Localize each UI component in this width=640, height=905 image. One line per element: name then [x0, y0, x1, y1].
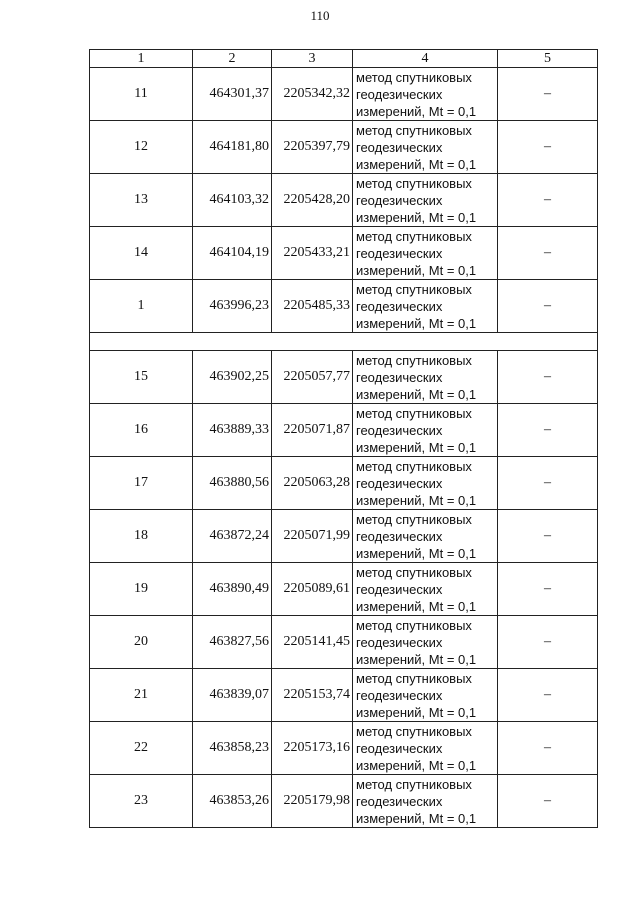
accuracy-cell: –	[498, 174, 598, 227]
method-text-line: геодезических	[356, 192, 443, 208]
method-text-line: измерений, Mt = 0,1	[356, 209, 477, 225]
accuracy-cell: –	[498, 722, 598, 775]
y-coordinate-cell: 2205089,61	[272, 563, 353, 616]
method-text-line: измерений, Mt = 0,1	[356, 651, 477, 667]
table-row	[90, 616, 598, 669]
x-coordinate-cell: 463858,23	[193, 722, 272, 775]
table-row	[90, 722, 598, 775]
method-text-line: метод спутниковых	[356, 405, 472, 421]
accuracy-cell: –	[498, 775, 598, 828]
table-row	[90, 457, 598, 510]
y-coordinate-cell: 2205071,87	[272, 404, 353, 457]
accuracy-cell: –	[498, 121, 598, 174]
x-coordinate-cell: 463872,24	[193, 510, 272, 563]
table-row	[90, 227, 598, 280]
table-row	[90, 68, 598, 121]
x-coordinate-cell: 464181,80	[193, 121, 272, 174]
accuracy-cell: –	[498, 457, 598, 510]
method-text-line: измерений, Mt = 0,1	[356, 704, 477, 720]
point-number-cell: 11	[90, 68, 193, 121]
column-header: 3	[272, 50, 353, 68]
method-cell	[353, 404, 498, 457]
point-number-cell: 13	[90, 174, 193, 227]
point-number-cell: 14	[90, 227, 193, 280]
method-text-line: измерений, Mt = 0,1	[356, 598, 477, 614]
point-number-cell: 20	[90, 616, 193, 669]
point-number-cell: 19	[90, 563, 193, 616]
separator-cell	[90, 333, 598, 351]
point-number-cell: 22	[90, 722, 193, 775]
method-cell	[353, 457, 498, 510]
y-coordinate-cell: 2205342,32	[272, 68, 353, 121]
y-coordinate-cell: 2205141,45	[272, 616, 353, 669]
method-text-line: метод спутниковых	[356, 723, 472, 739]
accuracy-cell: –	[498, 510, 598, 563]
method-text-line: измерений, Mt = 0,1	[356, 156, 477, 172]
accuracy-cell: –	[498, 227, 598, 280]
x-coordinate-cell: 464104,19	[193, 227, 272, 280]
table-row	[90, 563, 598, 616]
method-text-line: геодезических	[356, 793, 443, 809]
accuracy-cell: –	[498, 351, 598, 404]
column-header: 4	[353, 50, 498, 68]
point-number-cell: 23	[90, 775, 193, 828]
method-cell	[353, 68, 498, 121]
method-text-line: геодезических	[356, 581, 443, 597]
method-text-line: измерений, Mt = 0,1	[356, 757, 477, 773]
method-cell	[353, 775, 498, 828]
y-coordinate-cell: 2205397,79	[272, 121, 353, 174]
y-coordinate-cell: 2205428,20	[272, 174, 353, 227]
method-cell	[353, 174, 498, 227]
accuracy-cell: –	[498, 280, 598, 333]
column-header: 5	[498, 50, 598, 68]
accuracy-cell: –	[498, 68, 598, 121]
y-coordinate-cell: 2205153,74	[272, 669, 353, 722]
method-text-line: геодезических	[356, 139, 443, 155]
method-text-line: геодезических	[356, 528, 443, 544]
table-row	[90, 510, 598, 563]
x-coordinate-cell: 463890,49	[193, 563, 272, 616]
method-text-line: метод спутниковых	[356, 564, 472, 580]
method-text-line: геодезических	[356, 475, 443, 491]
y-coordinate-cell: 2205173,16	[272, 722, 353, 775]
method-cell	[353, 669, 498, 722]
point-number-cell: 1	[90, 280, 193, 333]
method-text-line: геодезических	[356, 634, 443, 650]
table-row	[90, 669, 598, 722]
accuracy-cell: –	[498, 563, 598, 616]
method-text-line: измерений, Mt = 0,1	[356, 386, 477, 402]
x-coordinate-cell: 464103,32	[193, 174, 272, 227]
x-coordinate-cell: 463889,33	[193, 404, 272, 457]
method-text-line: измерений, Mt = 0,1	[356, 492, 477, 508]
method-cell	[353, 722, 498, 775]
method-text-line: метод спутниковых	[356, 458, 472, 474]
method-cell	[353, 351, 498, 404]
table-row	[90, 280, 598, 333]
method-text-line: измерений, Mt = 0,1	[356, 810, 477, 826]
y-coordinate-cell: 2205433,21	[272, 227, 353, 280]
method-text-line: метод спутниковых	[356, 122, 472, 138]
point-number-cell: 15	[90, 351, 193, 404]
accuracy-cell: –	[498, 616, 598, 669]
method-text-line: геодезических	[356, 86, 443, 102]
table-row	[90, 775, 598, 828]
accuracy-cell: –	[498, 404, 598, 457]
method-text-line: метод спутниковых	[356, 228, 472, 244]
method-text-line: измерений, Mt = 0,1	[356, 262, 477, 278]
method-text-line: метод спутниковых	[356, 281, 472, 297]
method-cell	[353, 280, 498, 333]
method-cell	[353, 616, 498, 669]
method-text-line: метод спутниковых	[356, 511, 472, 527]
table-row	[90, 121, 598, 174]
method-text-line: измерений, Mt = 0,1	[356, 315, 477, 331]
method-text-line: геодезических	[356, 369, 443, 385]
table-row	[90, 404, 598, 457]
method-text-line: измерений, Mt = 0,1	[356, 439, 477, 455]
separator-row	[90, 333, 598, 351]
column-header: 2	[193, 50, 272, 68]
table-header-row	[90, 50, 598, 68]
x-coordinate-cell: 464301,37	[193, 68, 272, 121]
method-cell	[353, 563, 498, 616]
x-coordinate-cell: 463827,56	[193, 616, 272, 669]
page-number: 110	[310, 8, 330, 23]
x-coordinate-cell: 463880,56	[193, 457, 272, 510]
y-coordinate-cell: 2205179,98	[272, 775, 353, 828]
method-text-line: метод спутниковых	[356, 670, 472, 686]
method-cell	[353, 121, 498, 174]
y-coordinate-cell: 2205063,28	[272, 457, 353, 510]
accuracy-cell: –	[498, 669, 598, 722]
point-number-cell: 21	[90, 669, 193, 722]
method-text-line: геодезических	[356, 298, 443, 314]
method-text-line: метод спутниковых	[356, 352, 472, 368]
method-text-line: измерений, Mt = 0,1	[356, 103, 477, 119]
point-number-cell: 17	[90, 457, 193, 510]
point-number-cell: 18	[90, 510, 193, 563]
method-text-line: метод спутниковых	[356, 617, 472, 633]
x-coordinate-cell: 463839,07	[193, 669, 272, 722]
y-coordinate-cell: 2205057,77	[272, 351, 353, 404]
point-number-cell: 16	[90, 404, 193, 457]
x-coordinate-cell: 463902,25	[193, 351, 272, 404]
table-row	[90, 351, 598, 404]
table-row	[90, 174, 598, 227]
method-cell	[353, 510, 498, 563]
coordinates-table	[89, 49, 598, 828]
column-header: 1	[90, 50, 193, 68]
method-text-line: геодезических	[356, 740, 443, 756]
method-text-line: метод спутниковых	[356, 69, 472, 85]
method-text-line: метод спутниковых	[356, 776, 472, 792]
x-coordinate-cell: 463996,23	[193, 280, 272, 333]
y-coordinate-cell: 2205485,33	[272, 280, 353, 333]
method-cell	[353, 227, 498, 280]
method-text-line: геодезических	[356, 687, 443, 703]
method-text-line: геодезических	[356, 422, 443, 438]
x-coordinate-cell: 463853,26	[193, 775, 272, 828]
method-text-line: измерений, Mt = 0,1	[356, 545, 477, 561]
y-coordinate-cell: 2205071,99	[272, 510, 353, 563]
method-text-line: геодезических	[356, 245, 443, 261]
point-number-cell: 12	[90, 121, 193, 174]
method-text-line: метод спутниковых	[356, 175, 472, 191]
